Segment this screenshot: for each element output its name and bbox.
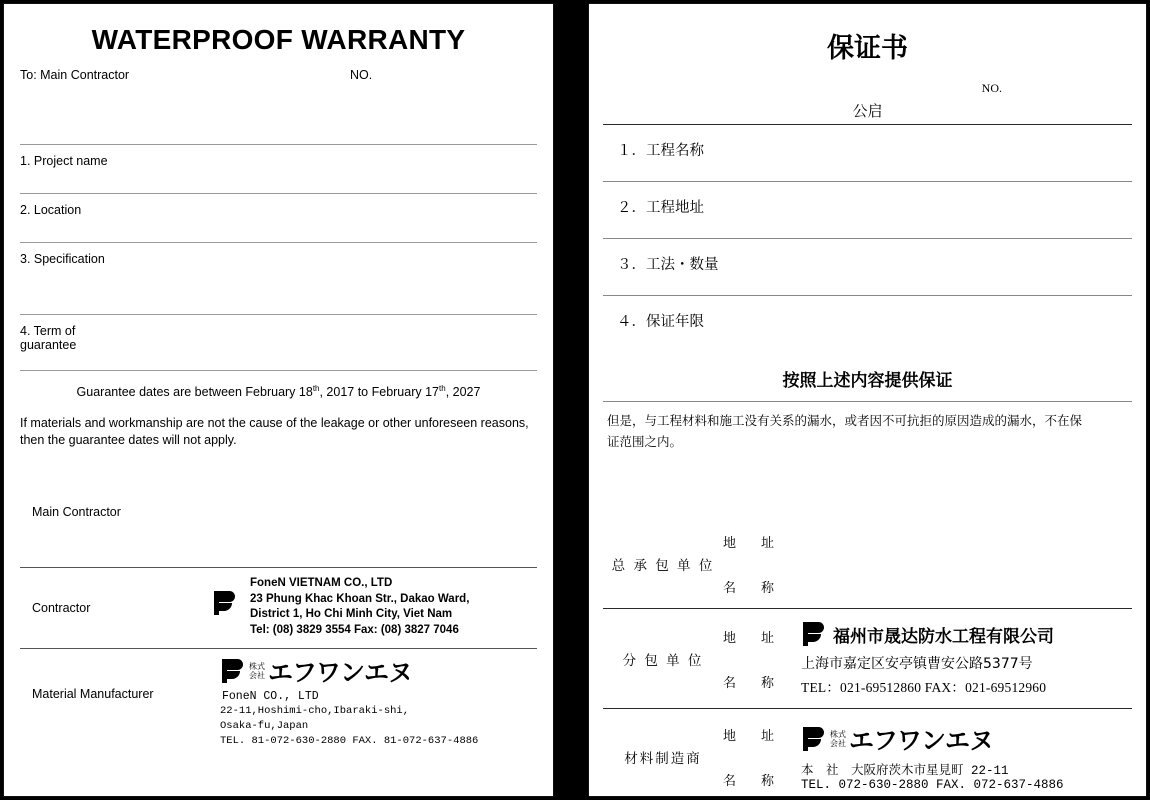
field-name-label: 名 称 [723, 675, 781, 691]
vn-company-address-1: 23 Phung Khac Khoan Str., Dakao Ward, [250, 592, 470, 605]
disclaimer-cn-line-1: 但是，与工程材料和施工没有关系的漏水，或者因不可抗拒的原因造成的漏水，不在保 [607, 413, 1083, 428]
signature-contractor [20, 568, 537, 648]
manufacturer-tel-fax: TEL. 072-630-2880 FAX. 072-637-4886 [801, 778, 1064, 792]
fonen-f-icon [801, 726, 827, 752]
jp-company-address-1: 22-11,Hoshimi-cho,Ibaraki-shi, [220, 705, 410, 718]
field-project-name [20, 145, 537, 193]
vn-company-address-2: District 1, Ho Chi Minh City, Viet Nam [250, 608, 453, 621]
fonen-katakana-name: エフワンエヌ [268, 658, 413, 688]
guarantee-suffix: , 2027 [445, 385, 481, 400]
field-name-label: 名 称 [723, 773, 781, 789]
fonen-japan-logo [220, 653, 520, 689]
kabushiki-kaisha-mark [830, 730, 846, 748]
field-location [20, 194, 537, 242]
manufacturer-head-office-address: 本 社 大阪府茨木市星見町 22-11 [801, 764, 1009, 778]
to-main-contractor-label: To: Main Contractor [20, 68, 130, 82]
field-term-label-line1: 4. Term of [20, 324, 76, 338]
kk-small-top: 株式 [830, 730, 846, 739]
divider [20, 370, 537, 371]
subcontractor-company-name: 福州市晟达防水工程有限公司 [833, 626, 1054, 647]
field-project-address-cn: ２．工程地址 [617, 200, 704, 216]
main-contractor-label: Main Contractor [32, 505, 121, 520]
guarantee-dates-text [20, 384, 537, 399]
addressee-gongqi: 公启 [852, 102, 883, 120]
party-material-manufacturer-content [795, 721, 1132, 792]
subcontractor-address: 上海市嘉定区安亭镇曹安公路5377号 [801, 656, 1033, 672]
field-name-label: 名 称 [723, 581, 781, 596]
party-material-manufacturer-label: 材料制造商 [624, 750, 702, 767]
disclaimer-line-2: then the guarantee dates will not apply. [20, 433, 237, 448]
fonen-f-icon [220, 658, 246, 684]
jp-company-address-2: Osaka-fu,Japan [220, 720, 309, 733]
page-title: WATERPROOF WARRANTY [91, 24, 466, 55]
guarantee-sup-1: th [312, 384, 320, 393]
party-material-manufacturer [603, 709, 1132, 800]
no-label: NO. [350, 68, 373, 82]
no-label-cn: NO. [981, 81, 1002, 95]
kk-small-bottom: 会社 [830, 739, 846, 748]
fonen-japan-logo-block [220, 653, 520, 748]
guarantee-prefix: Guarantee dates are between February 18 [76, 385, 313, 400]
fonen-katakana-name: エフワンエヌ [849, 726, 994, 755]
party-field-labels [723, 721, 795, 792]
field-warranty-period-cn: ４．保证年限 [617, 314, 704, 330]
fonen-f-icon [212, 590, 238, 616]
fonen-romaji-name: FoneN CO., LTD [222, 690, 319, 704]
field-specification-label: 3. Specification [20, 252, 105, 266]
signature-material-manufacturer [20, 649, 537, 748]
signature-main-contractor [20, 505, 537, 567]
guarantee-mid: , 2017 to February 17 [319, 385, 440, 400]
page-title-cn: 保证书 [827, 33, 908, 64]
fonen-f-icon [801, 621, 827, 647]
field-specification [20, 243, 537, 314]
party-subcontractor-content [795, 621, 1132, 696]
party-subcontractor-label: 分 包 单 位 [622, 652, 704, 669]
party-field-labels [723, 621, 795, 696]
field-location-label: 2. Location [20, 203, 82, 217]
disclaimer-note [20, 415, 537, 449]
guarantee-sup-2: th [439, 384, 446, 393]
vietnam-company-block [250, 576, 469, 638]
chinese-warranty-certificate [588, 3, 1147, 797]
subcontractor-tel-fax: TEL：021-69512860 FAX：021-69512960 [801, 680, 1047, 695]
kk-small-top: 株式 [249, 662, 265, 672]
field-address-label: 地 址 [723, 728, 781, 744]
field-term-label-line2: guarantee [20, 338, 77, 352]
vn-company-tel: Tel: (08) 3829 3554 Fax: (08) 3827 7046 [250, 623, 459, 636]
fonen-japan-logo [801, 721, 1132, 757]
kabushiki-kaisha-mark [249, 662, 265, 680]
party-subcontractor [603, 609, 1132, 708]
material-manufacturer-label: Material Manufacturer [32, 687, 154, 702]
field-address-label: 地 址 [723, 536, 781, 551]
party-general-contractor [603, 520, 1132, 608]
to-and-no-row [20, 68, 537, 82]
waterproof-warranty-certificate [3, 3, 554, 797]
field-project-name-label: 1. Project name [20, 154, 108, 168]
party-field-labels [723, 532, 795, 596]
warranty-statement-cn: 按照上述内容提供保证 [782, 371, 953, 391]
field-method-quantity-cn: ３．工法・数量 [617, 257, 719, 273]
field-address-label: 地 址 [723, 630, 781, 646]
vn-company-name: FoneN VIETNAM CO., LTD [250, 577, 393, 590]
disclaimer-note-cn [603, 402, 1132, 462]
field-term-of-guarantee [20, 315, 537, 370]
jp-company-tel: TEL. 81-072-630-2880 FAX. 81-072-637-4886 [220, 735, 479, 748]
kk-small-bottom: 会社 [249, 671, 265, 681]
field-project-name-cn: １．工程名称 [617, 143, 704, 159]
subcontractor-company-line [801, 621, 1132, 647]
disclaimer-cn-line-2: 证范围之内。 [607, 434, 683, 449]
party-general-contractor-label: 总 承 包 单 位 [611, 558, 715, 574]
disclaimer-line-1: If materials and workmanship are not the cause of the leakage or other unforeseen reasons, [20, 416, 529, 431]
party-general-contractor-content [795, 532, 1132, 596]
contractor-label: Contractor [32, 601, 91, 616]
